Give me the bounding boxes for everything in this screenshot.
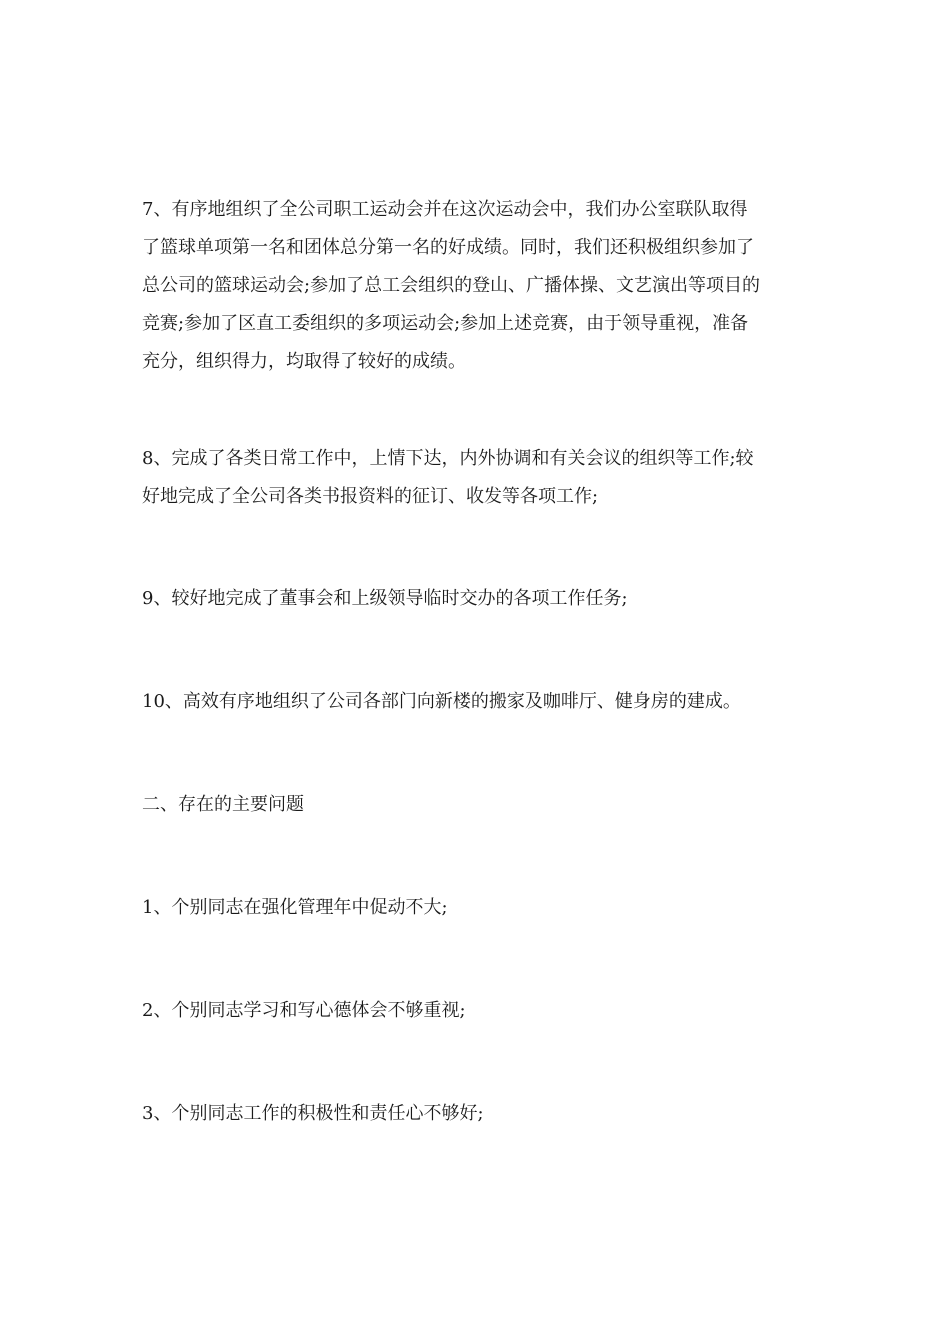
section-heading-problems (142, 786, 810, 824)
paragraph-line: 好地完成了全公司各类书报资料的征订、收发等各项工作; (142, 486, 599, 507)
heading-line: 二、存在的主要问题 (142, 794, 304, 815)
paragraph-line: 竞赛;参加了区直工委组织的多项运动会;参加上述竞赛，由于领导重视，准备 (142, 313, 749, 334)
paragraph-line: 总公司的篮球运动会;参加了总工会组织的登山、广播体操、文艺演出等项目的 (142, 275, 761, 296)
problem-item-2 (142, 992, 810, 1030)
paragraph-line: 2、个别同志学习和写心德体会不够重视; (142, 1000, 466, 1021)
problem-item-3 (142, 1095, 810, 1133)
paragraph-line: 8、完成了各类日常工作中，上情下达，内外协调和有关会议的组织等工作;较 (142, 448, 754, 469)
paragraph-item-10 (142, 683, 810, 721)
paragraph-line: 10、高效有序地组织了公司各部门向新楼的搬家及咖啡厅、健身房的建成。 (142, 691, 741, 712)
paragraph-item-8 (142, 440, 810, 516)
paragraph-item-9 (142, 580, 810, 618)
paragraph-line: 3、个别同志工作的积极性和责任心不够好; (142, 1103, 484, 1124)
paragraph-line: 1、个别同志在强化管理年中促动不大; (142, 897, 448, 918)
paragraph-line: 9、较好地完成了董事会和上级领导临时交办的各项工作任务; (142, 588, 628, 609)
paragraph-item-7 (142, 191, 810, 381)
paragraph-line: 充分，组织得力，均取得了较好的成绩。 (142, 351, 466, 372)
problem-item-1 (142, 889, 810, 927)
paragraph-line: 7、有序地组织了全公司职工运动会并在这次运动会中，我们办公室联队取得 (142, 199, 748, 220)
paragraph-line: 了篮球单项第一名和团体总分第一名的好成绩。同时，我们还积极组织参加了 (142, 237, 754, 258)
